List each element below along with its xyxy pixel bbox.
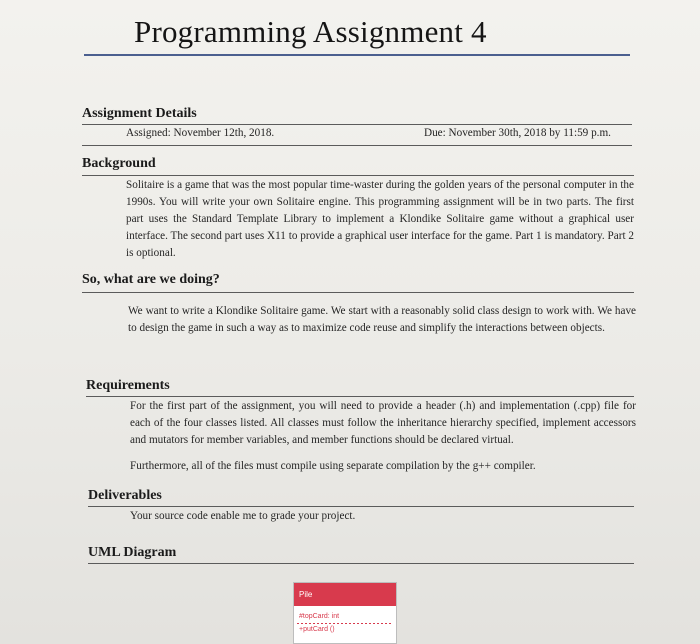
uml-divider	[88, 563, 634, 564]
uml-method: +putCard ()	[299, 626, 335, 633]
requirements-heading: Requirements	[86, 378, 170, 393]
assigned-date: Assigned: November 12th, 2018.	[126, 127, 275, 139]
what-are-we-doing-heading: So, what are we doing?	[82, 272, 220, 287]
uml-class-name: Pile	[294, 583, 396, 606]
requirements-compile-note: Furthermore, all of the files must compile using separate compilation by the g++ compiler.	[130, 460, 536, 472]
background-divider	[82, 175, 634, 176]
page-title: Programming Assignment 4	[134, 14, 487, 49]
background-paragraph: Solitaire is a game that was the most popular time-waster during the golden years of the personal computer in the 1990s. You will write your own Solitaire engine. This programming assignment will be in two parts. The first part uses the Standard Template Library to implement a Klondike Solitaire game without a graphical user interface. The second part uses X11 to provide a graphical user interface for the game. Part 1 is mandatory. Part 2 is optional.	[126, 179, 634, 259]
uml-diagram-heading: UML Diagram	[88, 545, 177, 560]
deliverables-paragraph: Your source code enable me to grade your project.	[130, 510, 356, 522]
requirements-divider	[86, 396, 634, 397]
requirements-paragraph: For the first part of the assignment, you will need to provide a header (.h) and implementation (.cpp) file for each of the four classes listed. All classes must follow the inheritance hierarchy specified, implement accessors and mutators for member variables, and member functions should be declared virtual.	[130, 400, 636, 446]
deliverables-heading: Deliverables	[88, 488, 162, 503]
deliverables-divider	[88, 506, 634, 507]
uml-class-box	[293, 582, 397, 644]
doing-divider	[82, 292, 634, 293]
details-bottom-divider	[82, 145, 632, 146]
uml-attribute: #topCard: int	[299, 613, 340, 620]
doing-paragraph: We want to write a Klondike Solitaire game. We start with a reasonably solid class design to work with. We have to design the game in such a way as to maximize code reuse and simplify the interactions between objects.	[128, 305, 636, 334]
due-date: Due: November 30th, 2018 by 11:59 p.m.	[424, 127, 611, 139]
assignment-details-heading: Assignment Details	[82, 106, 197, 121]
title-divider	[84, 54, 630, 56]
details-divider	[82, 124, 632, 125]
background-heading: Background	[82, 156, 156, 171]
